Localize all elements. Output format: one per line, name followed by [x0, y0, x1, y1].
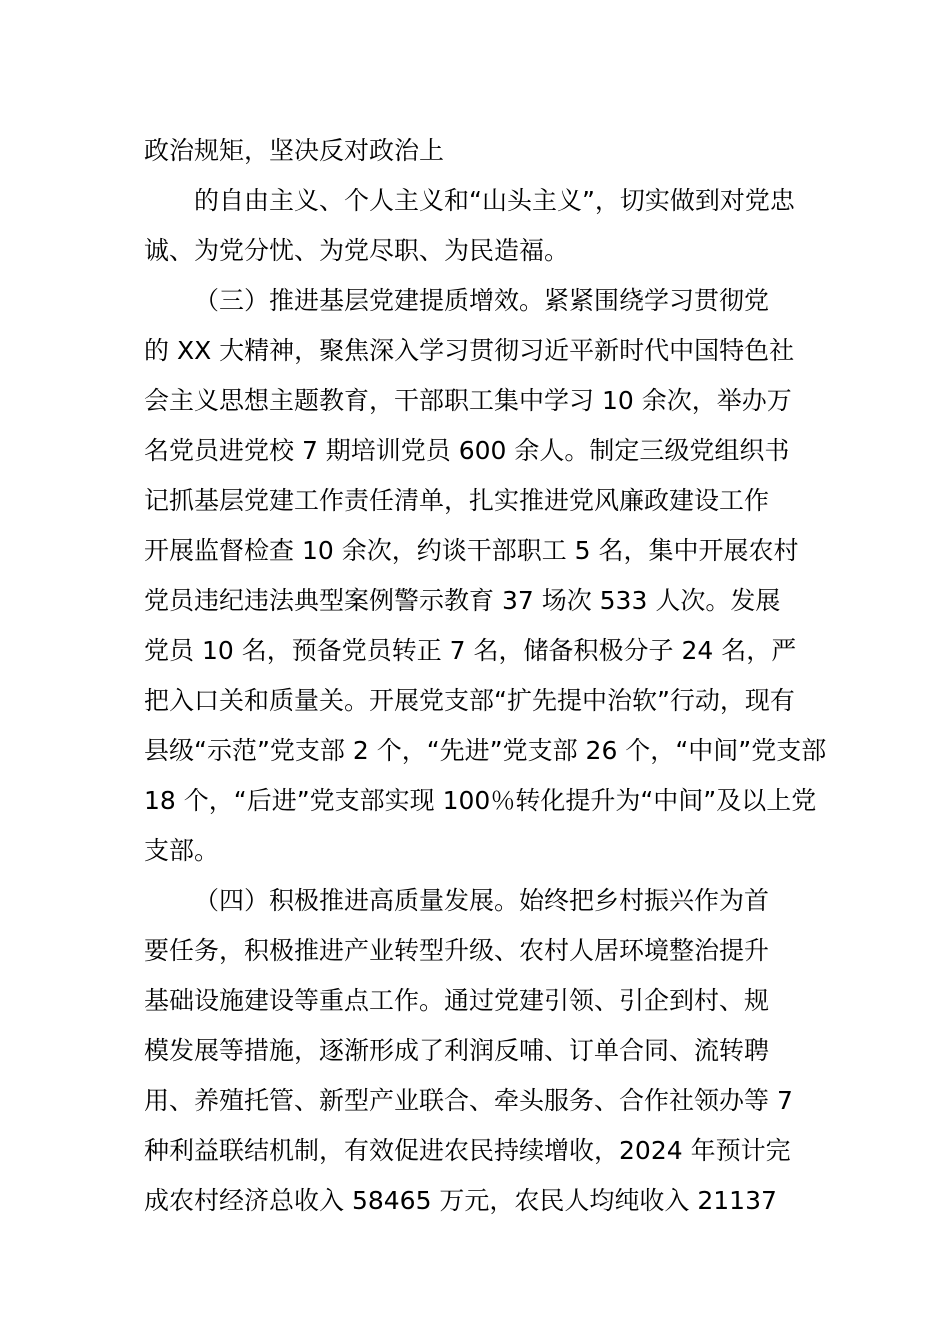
text-line: 模发展等措施，逐渐形成了利润反哺、订单合同、流转聘 — [144, 1036, 770, 1065]
text-line: 的自由主义、个人主义和“山头主义”，切实做到对党忠 — [194, 186, 795, 215]
text-line: 开展监督检查 10 余次，约谈干部职工 5 名，集中开展农村 — [144, 536, 799, 565]
text-line: 支部。 — [144, 836, 220, 865]
text-line: 政治规矩，坚决反对政治上 — [144, 136, 445, 165]
text-line: 要任务，积极推进产业转型升级、农村人居环境整治提升 — [144, 936, 770, 965]
text-line: 把入口关和质量关。开展党支部“扩先提中治软”行动，现有 — [144, 686, 795, 715]
text-line: 党员 10 名，预备党员转正 7 名，储备积极分子 24 名，严 — [144, 636, 797, 665]
text-line: 名党员进党校 7 期培训党员 600 余人。制定三级党组织书 — [144, 436, 790, 465]
section-heading-4: （四）积极推进高质量发展。始终把乡村振兴作为首 — [194, 886, 770, 915]
text-line: 会主义思想主题教育，干部职工集中学习 10 余次，举办万 — [144, 386, 792, 415]
text-line: 成农村经济总收入 58465 万元，农民人均纯收入 21137 — [144, 1186, 777, 1215]
text-line: 18 个，“后进”党支部实现 100％转化提升为“中间”及以上党 — [144, 786, 817, 815]
text-line: 基础设施建设等重点工作。通过党建引领、引企到村、规 — [144, 986, 770, 1015]
text-line: 诚、为党分忧、为党尽职、为民造福。 — [144, 236, 570, 265]
text-line: 记抓基层党建工作责任清单，扎实推进党风廉政建设工作 — [144, 486, 770, 515]
text-line: 党员违纪违法典型案例警示教育 37 场次 533 人次。发展 — [144, 586, 781, 615]
text-line: 种利益联结机制，有效促进农民持续增收，2024 年预计完 — [144, 1136, 791, 1165]
text-line: 县级“示范”党支部 2 个，“先进”党支部 26 个，“中间”党支部 — [144, 736, 827, 765]
text-line: 用、养殖托管、新型产业联合、牵头服务、合作社领办等 7 — [144, 1086, 793, 1115]
section-heading-3: （三）推进基层党建提质增效。紧紧围绕学习贯彻党 — [194, 286, 770, 315]
text-line: 的 XX 大精神，聚焦深入学习贯彻习近平新时代中国特色社 — [144, 336, 795, 365]
document-body — [144, 126, 827, 1226]
